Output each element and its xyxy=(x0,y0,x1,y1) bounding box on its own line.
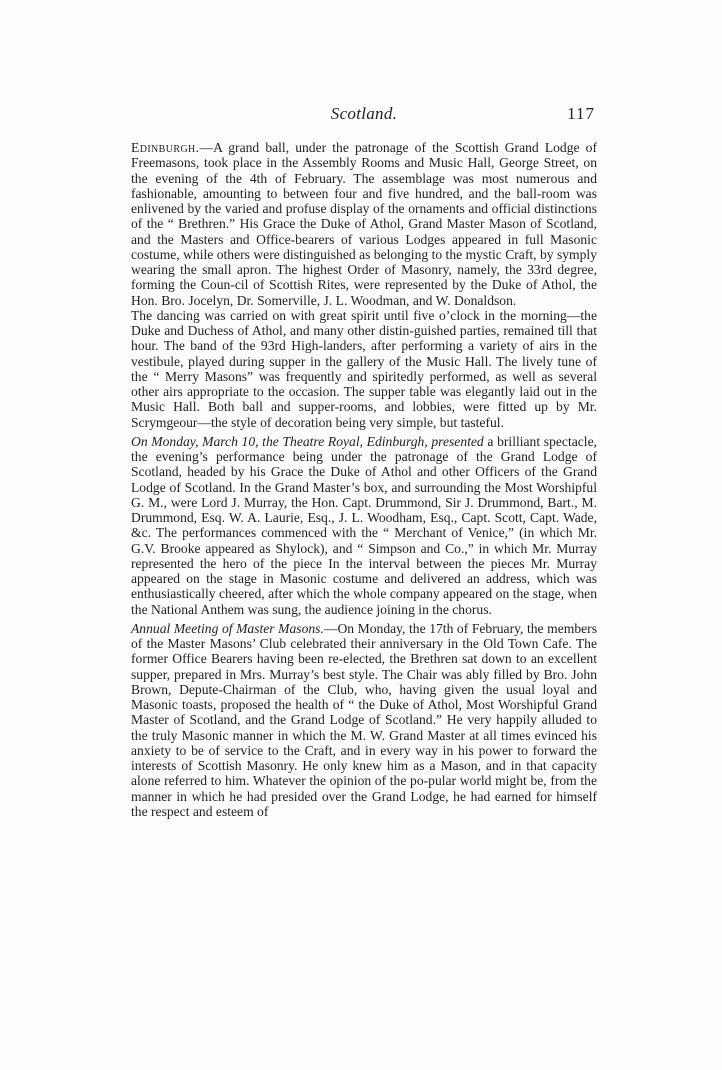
paragraph-body: —A grand ball, under the patronage of the Scottish Grand Lodge of Freemasons, took place in the Assembly Rooms and Music Hall, George Street, on the evening of the 4th of February. The assemblage was most numerous and fashionable, amounting to between four and five hundred, and the ball-room was enlivened by the varied and profuse display of the ornaments and official distinctions of the “ Brethren.” His Grace the Duke of Athol, Grand Master Mason of Scotland, and the Masters and Office-bearers of various Lodges appeared in full Masonic costume, while others were distinguished as belonging to the mystic Craft, by symply wearing the small apron. The highest Order of Masonry, namely, the 33rd degree, forming the Coun-cil of Scottish Rites, were represented by the Duke of Athol, the Hon. Bro. Jocelyn, Dr. Somerville, J. L. Woodman, and W. Donaldson. xyxy=(131,140,597,308)
paragraph-body: The dancing was carried on with great spirit until five o’clock in the morning—the Duke and Duchess of Athol, and many other distin-guished parties, remained till that hour. The band of the 93rd High-landers, after performing a variety of airs in the vestibule, played during supper in the gallery of the Music Hall. The lively tune of the “ Merry Masons” was frequently and spiritedly performed, as well as several other airs appropriate to the occasion. The supper table was elegantly laid out in the Music Hall. Both ball and supper-rooms, and lobbies, were fitted up by Mr. Scrymgeour—the style of decoration being very simple, but tasteful. xyxy=(131,307,597,430)
paragraph-theatre-royal xyxy=(131,434,597,617)
paragraph-edinburgh-ball xyxy=(131,140,597,308)
paragraph-lead-master-masons: Annual Meeting of Master Masons. xyxy=(131,620,324,636)
paragraph-body: —On Monday, the 17th of February, the members of the Master Masons’ Club celebrated their anniversary in the Old Town Cafe. The former Office Bearers having been re-elected, the Brethren sat down to an excellent supper, prepared in Mrs. Murray’s best style. The Chair was ably filled by Bro. John Brown, Depute-Chairman of the Club, who, having given the usual loyal and Masonic toasts, proposed the health of “ the Duke of Athol, Most Worshipful Grand Master of Scotland, and the Grand Lodge of Scotland.” He very happily alluded to the truly Masonic manner in which the M. W. Grand Master at all times evinced his anxiety to be of service to the Craft, and in every way in his power to forward the interests of Scottish Masonry. He only knew him as a Mason, and in that capacity alone referred to him. Whatever the opinion of the po-pular world might be, from the manner in which he had presided over the Grand Lodge, he had earned for himself the respect and esteem of xyxy=(131,620,597,819)
running-head xyxy=(133,104,595,128)
paragraph-lead-theatre: On Monday, March 10, the Theatre Royal, Edinburgh, presented xyxy=(131,433,484,449)
paragraph-body: a brilliant spectacle, the evening’s performance being under the patronage of the Grand Lodge of Scotland, headed by his Grace the Duke of Athol and other Officers of the Grand Lodge of Scotland. In the Grand Master’s box, and surrounding the Most Worshipful G. M., were Lord J. Murray, the Hon. Capt. Drummond, Sir J. Drummond, Bart., M. Drummond, Esq. W. A. Laurie, Esq., J. L. Woodham, Esq., Capt. Scott, Capt. Wade, &c. The performances commenced with the “ Merchant of Venice,” (in which Mr. G.V. Brooke appeared as Shylock), and “ Simpson and Co.,” in which Mr. Murray represented the hero of the piece In the interval between the pieces Mr. Murray appeared on the stage in Masonic costume and delivered an address, which was enthusiastically cheered, after which the whole company appeared on the stage, when the National Anthem was sung, the audience joining in the chorus. xyxy=(131,433,598,617)
paragraph-master-masons xyxy=(131,621,597,819)
page-number: 117 xyxy=(567,104,595,123)
paragraph-dancing xyxy=(131,308,597,430)
body-text xyxy=(131,140,597,819)
running-title: Scotland. xyxy=(330,104,398,123)
paragraph-lead-edinburgh: Edinburgh. xyxy=(131,140,200,155)
